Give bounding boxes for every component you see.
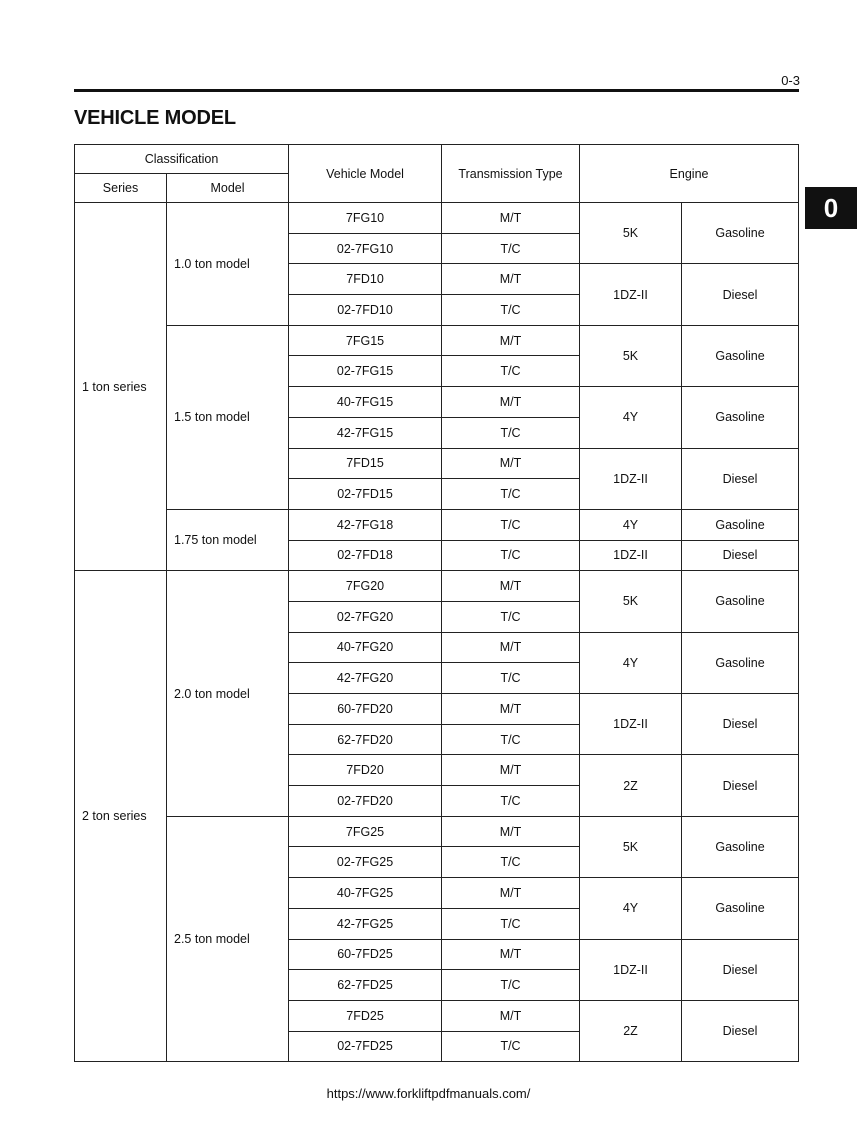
fuel-type-cell: Gasoline (682, 325, 799, 386)
vehicle-model-cell: 02-7FD10 (289, 295, 442, 326)
engine-cell: 4Y (580, 878, 682, 939)
footer-url: https://www.forkliftpdfmanuals.com/ (326, 1086, 531, 1101)
transmission-cell: T/C (442, 908, 580, 939)
engine-cell: 5K (580, 325, 682, 386)
transmission-cell: T/C (442, 663, 580, 694)
table-row (75, 816, 799, 847)
table-row (75, 571, 799, 602)
transmission-cell: M/T (442, 878, 580, 909)
transmission-cell: T/C (442, 970, 580, 1001)
fuel-type-cell: Gasoline (682, 387, 799, 448)
transmission-cell: M/T (442, 1000, 580, 1031)
transmission-cell: T/C (442, 1031, 580, 1062)
model-cell: 1.5 ton model (167, 325, 289, 509)
engine-cell: 5K (580, 816, 682, 877)
transmission-cell: T/C (442, 601, 580, 632)
fuel-type-cell: Gasoline (682, 878, 799, 939)
fuel-type-cell: Diesel (682, 1000, 799, 1061)
model-cell: 1.75 ton model (167, 509, 289, 570)
vehicle-model-cell: 7FG10 (289, 203, 442, 234)
engine-cell: 1DZ-II (580, 694, 682, 755)
fuel-type-cell: Diesel (682, 939, 799, 1000)
model-header: Model (167, 174, 289, 203)
vehicle-model-cell: 02-7FD15 (289, 479, 442, 510)
table-row (75, 203, 799, 234)
vehicle-model-cell: 7FD15 (289, 448, 442, 479)
transmission-cell: M/T (442, 571, 580, 602)
vehicle-model-cell: 42-7FG18 (289, 509, 442, 540)
vehicle-model-cell: 02-7FG15 (289, 356, 442, 387)
transmission-cell: M/T (442, 387, 580, 418)
transmission-cell: T/C (442, 786, 580, 817)
transmission-cell: T/C (442, 479, 580, 510)
vehicle-model-cell: 62-7FD20 (289, 724, 442, 755)
fuel-type-cell: Gasoline (682, 509, 799, 540)
engine-cell: 1DZ-II (580, 264, 682, 325)
series-header: Series (75, 174, 167, 203)
fuel-type-cell: Diesel (682, 540, 799, 571)
transmission-cell: M/T (442, 448, 580, 479)
fuel-type-cell: Diesel (682, 694, 799, 755)
transmission-cell: T/C (442, 509, 580, 540)
vehicle-model-table (74, 144, 799, 1062)
vehicle-model-cell: 40-7FG25 (289, 878, 442, 909)
section-tab: 0 (805, 187, 857, 229)
vehicle-model-cell: 42-7FG20 (289, 663, 442, 694)
vehicle-model-cell: 02-7FD18 (289, 540, 442, 571)
engine-cell: 2Z (580, 755, 682, 816)
engine-header: Engine (580, 145, 799, 203)
vehicle-model-cell: 02-7FD25 (289, 1031, 442, 1062)
fuel-type-cell: Gasoline (682, 203, 799, 264)
series-cell: 1 ton series (75, 203, 167, 571)
vehicle-model-cell: 02-7FD20 (289, 786, 442, 817)
transmission-cell: T/C (442, 295, 580, 326)
fuel-type-cell: Diesel (682, 755, 799, 816)
vehicle-model-cell: 42-7FG15 (289, 417, 442, 448)
transmission-cell: M/T (442, 755, 580, 786)
transmission-cell: T/C (442, 356, 580, 387)
transmission-cell: T/C (442, 540, 580, 571)
fuel-type-cell: Gasoline (682, 571, 799, 632)
transmission-cell: M/T (442, 632, 580, 663)
vehicle-model-cell: 42-7FG25 (289, 908, 442, 939)
engine-cell: 1DZ-II (580, 939, 682, 1000)
table-row (75, 325, 799, 356)
transmission-cell: T/C (442, 724, 580, 755)
table-body (75, 203, 799, 1062)
transmission-cell: M/T (442, 264, 580, 295)
transmission-cell: M/T (442, 939, 580, 970)
header-rule (74, 89, 799, 92)
transmission-cell: T/C (442, 417, 580, 448)
vehicle-model-cell: 40-7FG20 (289, 632, 442, 663)
vehicle-model-cell: 7FD10 (289, 264, 442, 295)
vehicle-model-cell: 60-7FD25 (289, 939, 442, 970)
vehicle-model-cell: 02-7FG25 (289, 847, 442, 878)
vehicle-model-header: Vehicle Model (289, 145, 442, 203)
vehicle-model-cell: 7FD20 (289, 755, 442, 786)
transmission-cell: T/C (442, 847, 580, 878)
vehicle-model-cell: 60-7FD20 (289, 694, 442, 725)
engine-cell: 4Y (580, 632, 682, 693)
fuel-type-cell: Gasoline (682, 816, 799, 877)
engine-cell: 5K (580, 203, 682, 264)
engine-cell: 4Y (580, 387, 682, 448)
model-cell: 1.0 ton model (167, 203, 289, 326)
transmission-cell: M/T (442, 816, 580, 847)
vehicle-model-cell: 7FG25 (289, 816, 442, 847)
model-cell: 2.5 ton model (167, 816, 289, 1062)
model-cell: 2.0 ton model (167, 571, 289, 817)
transmission-cell: M/T (442, 325, 580, 356)
vehicle-model-cell: 7FG15 (289, 325, 442, 356)
series-cell: 2 ton series (75, 571, 167, 1062)
fuel-type-cell: Diesel (682, 264, 799, 325)
fuel-type-cell: Gasoline (682, 632, 799, 693)
page-number: 0-3 (781, 73, 800, 88)
engine-cell: 2Z (580, 1000, 682, 1061)
vehicle-model-cell: 7FG20 (289, 571, 442, 602)
engine-cell: 1DZ-II (580, 448, 682, 509)
engine-cell: 5K (580, 571, 682, 632)
page-title: VEHICLE MODEL (74, 107, 236, 129)
transmission-cell: M/T (442, 203, 580, 234)
classification-header: Classification (75, 145, 289, 174)
engine-cell: 1DZ-II (580, 540, 682, 571)
transmission-cell: T/C (442, 233, 580, 264)
transmission-type-header: Transmission Type (442, 145, 580, 203)
vehicle-model-cell: 02-7FG20 (289, 601, 442, 632)
vehicle-model-cell: 62-7FD25 (289, 970, 442, 1001)
fuel-type-cell: Diesel (682, 448, 799, 509)
vehicle-model-cell: 7FD25 (289, 1000, 442, 1031)
engine-cell: 4Y (580, 509, 682, 540)
transmission-cell: M/T (442, 694, 580, 725)
vehicle-model-cell: 40-7FG15 (289, 387, 442, 418)
vehicle-model-cell: 02-7FG10 (289, 233, 442, 264)
table-row (75, 509, 799, 540)
